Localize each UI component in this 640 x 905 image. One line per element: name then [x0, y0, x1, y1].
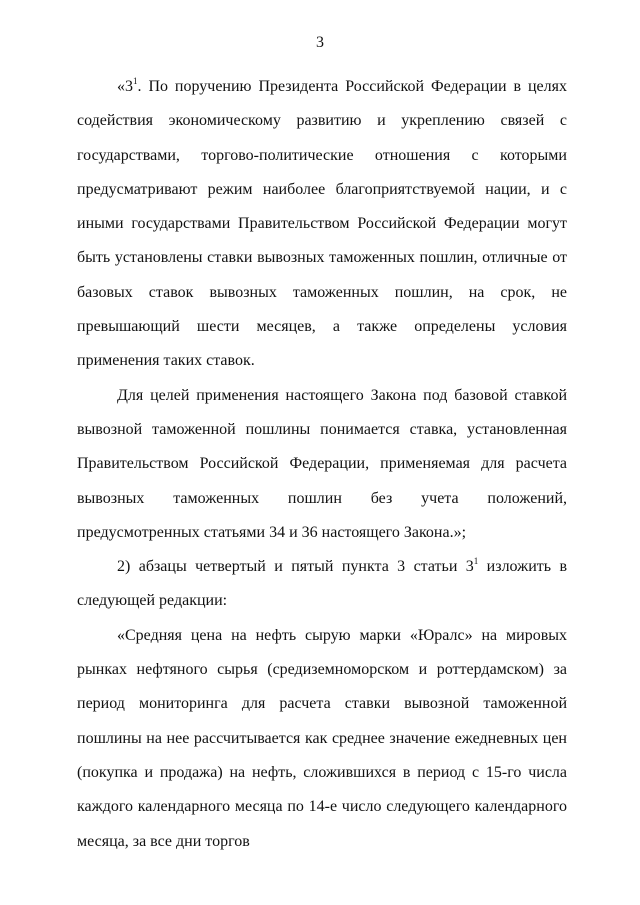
superscript-2: 1: [473, 555, 479, 566]
paragraph-amendment-item-2: [77, 550, 567, 619]
page-number: 3: [316, 34, 324, 51]
paragraph-article-3-1: [77, 70, 567, 379]
document-body: [77, 70, 567, 859]
paragraph-3-text: изложить в следующей редакции:: [77, 558, 567, 610]
paragraph-base-rate-definition: Для целей применения настоящего Закона под базовой ставкой вывозной таможенной пошлины понимается ставка, установленная Правительством Российской Федерации, применяемая для расчета вывозных таможенных пошлин без учета положений, предусмотренных статьями 34 и 36 настоящего Закона.»;: [77, 386, 567, 541]
paragraph-urals-price: «Средняя цена на нефть сырую марки «Юралс» на мировых рынках нефтяного сырья (средиземноморском и роттердамском) за период мониторинга для расчета ставки вывозной таможенной пошлины на нее рассчитывается как среднее значение ежедневных цен (покупка и продажа) на нефть, сложившихся в период с 15-го числа каждого календарного месяца по 14-е число следующего календарного месяца, за все дни торгов: [77, 626, 567, 850]
paragraph-3-start: 2) абзацы четвертый и пятый пункта 3 статьи 3: [117, 558, 474, 576]
superscript-1: 1: [133, 75, 138, 86]
paragraph-1-start: «3: [117, 78, 133, 95]
paragraph-1-text: . По поручению Президента Российской Федерации в целях содействия экономическому развитию и укреплению связей с государствами, торгово-политические отношения с которыми предусматривают режим наиболее благоприятствуемой нации, и с иными государствами Правительством Российской Федерации могут быть установлены ставки вывозных таможенных пошлин, отличные от базовых ставок вывозных таможенных пошлин, на срок, не превышающий шести месяцев, а также определены условия применения таких ставок.: [77, 78, 567, 370]
